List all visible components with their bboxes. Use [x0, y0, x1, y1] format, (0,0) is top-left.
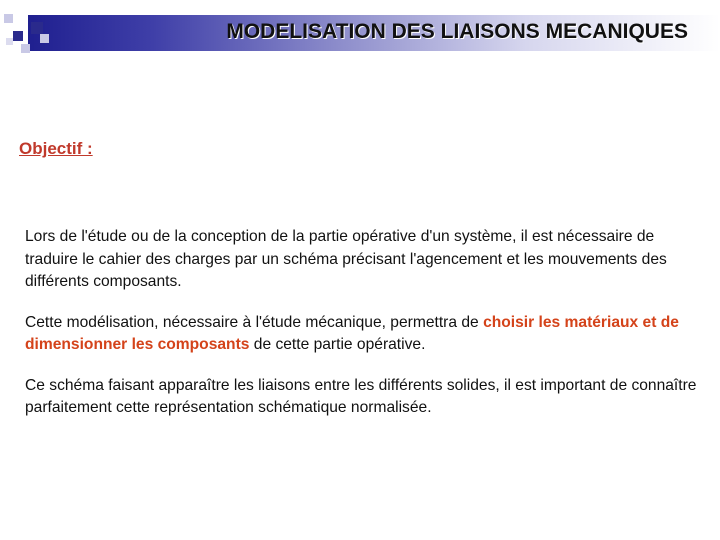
paragraph-3: Ce schéma faisant apparaître les liaisons entre les différents solides, il est important de connaître parfaitement cette représentation schématique normalisée. — [25, 376, 697, 416]
deco-square — [40, 34, 49, 43]
deco-square — [31, 22, 43, 34]
paragraph-1: Lors de l'étude ou de la conception de la partie opérative d'un système, il est nécessaire de traduire le cahier des charges par un schéma précisant l'agencement et les mouvements des différents composants. — [25, 228, 667, 290]
deco-square — [13, 31, 23, 41]
deco-square — [6, 38, 13, 45]
objectif-heading: Objectif : — [19, 139, 93, 158]
deco-square — [4, 14, 13, 23]
slide-title: MODELISATION DES LIAISONS MECANIQUES — [226, 20, 688, 43]
paragraph-2-text-start: Cette modélisation, nécessaire à l'étude mécanique, permettra de — [25, 313, 484, 331]
paragraph-2 — [25, 312, 697, 357]
paragraph-2-text-end: de cette partie opérative. — [249, 336, 426, 353]
deco-square — [21, 44, 30, 53]
paragraph-2-highlight: choisir les matériaux et de dimensionner les composants — [25, 313, 679, 353]
body-text — [25, 226, 697, 438]
